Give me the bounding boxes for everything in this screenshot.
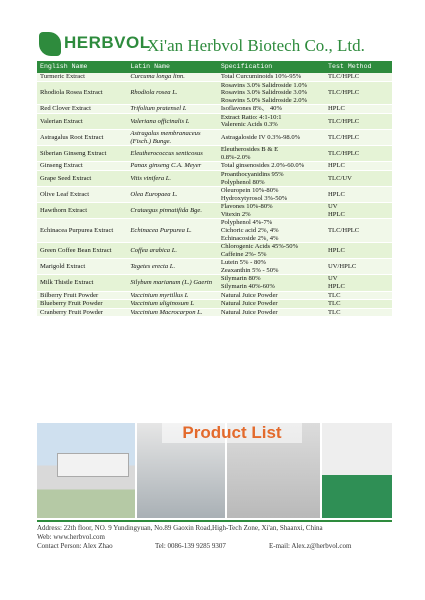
english-name-cell [37,243,127,259]
latin-name-cell-text: Olea Europaea L. [130,190,178,198]
specification-cell-text: Total ginsenosides 2.0%-60.0% [220,162,305,170]
english-name-cell [37,259,127,275]
test-method-cell [325,187,392,203]
test-method-cell-text: HPLC [328,283,345,291]
table-row [37,113,392,129]
latin-name-cell [127,130,217,146]
test-method-cell [325,130,392,146]
english-name-cell-text: Red Clover Extract [40,105,91,113]
test-method-cell-text: TLC/HPLC [328,117,360,125]
test-method-cell-text: TLC [328,300,341,308]
latin-name-cell [127,308,217,317]
latin-name-cell-text: Vaccinium myrtillus L [130,291,189,299]
test-method-cell [325,275,392,291]
test-method-cell-text: TLC [328,291,341,299]
latin-name-cell-text: Astragalus membranaceus (Fisch.) Bunge. [130,130,201,145]
latin-name-cell [127,113,217,129]
test-method-cell [325,162,392,171]
table-row [37,275,392,291]
specification-cell-text: Natural Juice Powder [220,291,278,299]
english-name-cell-text: Grape Seed Extract [40,174,92,182]
specification-cell-text: Vitexin 2% [220,210,251,218]
footer [37,524,392,551]
english-name-cell [37,105,127,114]
test-method-cell [325,219,392,243]
factory-building-photo [37,423,135,518]
latin-name-cell-text: Valeriana officinalis L [130,117,190,125]
english-name-cell [37,81,127,105]
table-row [37,162,392,171]
test-method-cell [325,300,392,309]
test-method-cell-text: TLC/HPLC [328,89,360,97]
english-name-cell [37,73,127,81]
english-name-cell-text: Green Coffee Bean Extract [40,246,112,254]
latin-name-cell [127,146,217,162]
specification-cell-text: Natural Juice Powder [220,308,278,316]
footer-divider [37,520,392,522]
building-shape [57,453,129,477]
latin-name-cell-text: Coffea arabica L. [130,246,178,254]
english-name-cell [37,300,127,309]
latin-name-cell [127,187,217,203]
latin-name-cell [127,275,217,291]
specification-cell-text: Polyphenol 4%-7% [220,219,273,227]
test-method-cell [325,259,392,275]
latin-name-cell-text: Vaccinium uliginosum L [130,300,195,308]
english-name-cell-text: Marigold Extract [40,263,86,271]
english-name-cell [37,187,127,203]
specification-cell [218,162,325,171]
specification-cell-text: Oleuropein 10%-80% [220,187,279,195]
table-row [37,105,392,114]
latin-name-cell [127,291,217,300]
table-row [37,259,392,275]
leaf-logo-icon [39,32,61,56]
english-name-cell-text: Cranberry Fruit Powder [40,308,103,316]
table-row [37,219,392,243]
specification-cell-text: Polyphenol 80% [220,178,265,186]
column-header-english: English Name [37,61,127,73]
test-method-cell [325,291,392,300]
latin-name-cell-text: Vitis vinifera L. [130,174,172,182]
footer-contact-person: Contact Person: Alex Zhao [37,542,113,550]
specification-cell-text: Chlorogenic Acids 45%-50% [220,243,299,251]
test-method-cell [325,146,392,162]
latin-name-cell [127,170,217,186]
specification-cell-text: Isoflavones 8%、 40% [220,105,282,113]
english-name-cell-text: Olive Leaf Extract [40,190,90,198]
latin-name-cell-text: Trifolium pratensel L [130,105,187,113]
footer-email-link[interactable]: E-mail: Alex.z@herbvol.com [269,542,352,550]
specification-cell-text: Rosavins 3.0% Salidroside 3.0% [220,89,308,97]
specification-cell [218,259,325,275]
latin-name-cell-text: Rhodiola rosea L. [130,89,178,97]
english-name-cell-text: Valerian Extract [40,117,83,125]
test-method-cell [325,170,392,186]
cleanroom-corridor-photo [322,423,392,518]
test-method-cell-text: HPLC [328,190,345,198]
latin-name-cell [127,105,217,114]
latin-name-cell [127,203,217,219]
test-method-cell [325,113,392,129]
test-method-cell-text: HPLC [328,246,345,254]
table-body [37,73,392,317]
latin-name-cell [127,73,217,81]
english-name-cell [37,308,127,317]
specification-cell-text: Caffeine 2%- 5% [220,250,267,258]
specification-cell-text: Rosavins 5.0% Salidroside 2.0% [220,96,308,104]
test-method-cell-text: HPLC [328,105,345,113]
latin-name-cell-text: Curcuma longa linn. [130,73,185,80]
test-method-cell [325,243,392,259]
table-row [37,187,392,203]
specification-cell-text: Hydroxytyrosol 3%-50% [220,194,288,202]
english-name-cell-text: Astragalus Root Extract [40,133,104,141]
english-name-cell [37,170,127,186]
table-row [37,243,392,259]
specification-cell-text: Echinacoside 2%, 4% [220,234,279,242]
latin-name-cell [127,81,217,105]
table-row [37,308,392,317]
specification-cell [218,243,325,259]
table-header-row [37,61,392,73]
latin-name-cell-text: Vaccinium Macrocarpon L. [130,308,203,316]
specification-cell-text: Astragaloside IV 0.3%-98.0% [220,133,301,141]
test-method-cell [325,105,392,114]
specification-cell-text: Silymarin 80% [220,275,261,283]
test-method-cell-text: HPLC [328,162,345,170]
latin-name-cell-text: Silybum marianum (L.) Gaertn [130,279,213,287]
latin-name-cell-text: Tagetes erecta L. [130,263,176,271]
latin-name-cell-text: Eleutherococcus senticosus [130,149,203,157]
test-method-cell-text: UV/HPLC [328,263,357,271]
test-method-cell-text: TLC/HPLC [328,226,360,234]
specification-cell-text: Cichoric acid 2%, 4% [220,226,279,234]
product-banner [37,423,392,518]
latin-name-cell [127,300,217,309]
table-row [37,203,392,219]
test-method-cell-text: TLC/HPLC [328,73,360,80]
test-method-cell [325,203,392,219]
specification-cell-text: Lutein 5% - 80% [220,259,267,267]
column-header-test-method: Test Method [325,61,392,73]
english-name-cell-text: Echinacea Purpurea Extract [40,226,114,234]
latin-name-cell-text: Panax ginseng C.A. Meyer [130,162,202,170]
test-method-cell-text: TLC/UV [328,174,352,182]
logo-text: HERBVOL [64,33,151,52]
specification-cell-text: Rosavins 3.0% Salidroside 1.0% [220,81,308,89]
table-row [37,300,392,309]
latin-name-cell-text: Echinacea Purpurea L. [130,226,192,234]
english-name-cell [37,113,127,129]
english-name-cell [37,130,127,146]
column-header-latin: Latin Name [127,61,217,73]
specification-cell [218,130,325,146]
specification-cell [218,275,325,291]
specification-cell-text: Silymarin 40%-60% [220,283,275,291]
english-name-cell [37,146,127,162]
specification-cell-text: Total Curcuminoids 10%-95% [220,73,302,80]
english-name-cell [37,219,127,243]
english-name-cell [37,275,127,291]
english-name-cell-text: Blueberry Fruit Powder [40,300,103,308]
english-name-cell-text: Milk Thistle Extract [40,279,94,287]
specification-cell [218,81,325,105]
latin-name-cell [127,259,217,275]
footer-contact-row [37,542,392,551]
specification-cell [218,203,325,219]
footer-telephone: Tel: 0086-139 9285 9307 [155,542,226,550]
column-header-specification: Specification [218,61,325,73]
specification-cell-text: Extract Ratio: 4:1-10:1 [220,113,282,121]
specification-cell-text: Proanthocyanidins 95% [220,170,284,178]
test-method-cell [325,81,392,105]
english-name-cell-text: Rhodiola Rosea Extract [40,89,103,97]
specification-cell [218,187,325,203]
table-row [37,130,392,146]
table-row [37,73,392,81]
table-row [37,291,392,300]
english-name-cell-text: Siberian Ginseng Extract [40,149,107,157]
specification-cell-text: Flavones 10%-80% [220,203,273,211]
specification-cell-text: 0.8%-2.0% [220,153,251,161]
english-name-cell-text: Ginseng Extract [40,162,83,170]
test-method-cell-text: TLC [328,308,341,316]
specification-cell-text: Natural Juice Powder [220,300,278,308]
header [37,30,392,62]
specification-cell [218,73,325,81]
footer-web-link[interactable]: Web: www.herbvol.com [37,533,105,541]
english-name-cell [37,162,127,171]
logo [37,30,151,60]
specification-cell [218,146,325,162]
test-method-cell [325,73,392,81]
specification-cell [218,170,325,186]
table-row [37,81,392,105]
latin-name-cell [127,243,217,259]
specification-cell [218,105,325,114]
specification-cell-text: Valerenic Acids 0.3% [220,121,278,129]
product-list-title: Product List [162,423,302,443]
specification-cell-text: Zeaxanthin 5% - 50% [220,266,279,274]
specification-cell [218,113,325,129]
english-name-cell [37,203,127,219]
test-method-cell-text: TLC/HPLC [328,133,360,141]
specification-cell [218,291,325,300]
latin-name-cell-text: Crataegus pinnatifida Bge. [130,207,202,215]
latin-name-cell [127,219,217,243]
test-method-cell-text: UV [328,275,338,283]
latin-name-cell [127,162,217,171]
english-name-cell-text: Bilberry Fruit Powder [40,291,99,299]
specification-cell [218,300,325,309]
specification-cell-text: Eleutherosides B & E [220,146,279,154]
test-method-cell-text: UV [328,203,338,211]
company-name: Xi'an Herbvol Biotech Co., Ltd. [147,36,365,55]
footer-address: Address: 22th floor, NO. 9 Yundingyuan, No.89 Gaoxin Road,High-Tech Zone, Xi'an, Shaanxi, China [37,524,323,532]
table-row [37,146,392,162]
specification-cell [218,219,325,243]
test-method-cell-text: HPLC [328,210,345,218]
specification-cell [218,308,325,317]
test-method-cell [325,308,392,317]
test-method-cell-text: TLC/HPLC [328,149,360,157]
product-table [37,61,392,317]
english-name-cell-text: Turmeric Extract [40,73,85,80]
english-name-cell [37,291,127,300]
english-name-cell-text: Hawthorn Extract [40,207,88,215]
table-row [37,170,392,186]
